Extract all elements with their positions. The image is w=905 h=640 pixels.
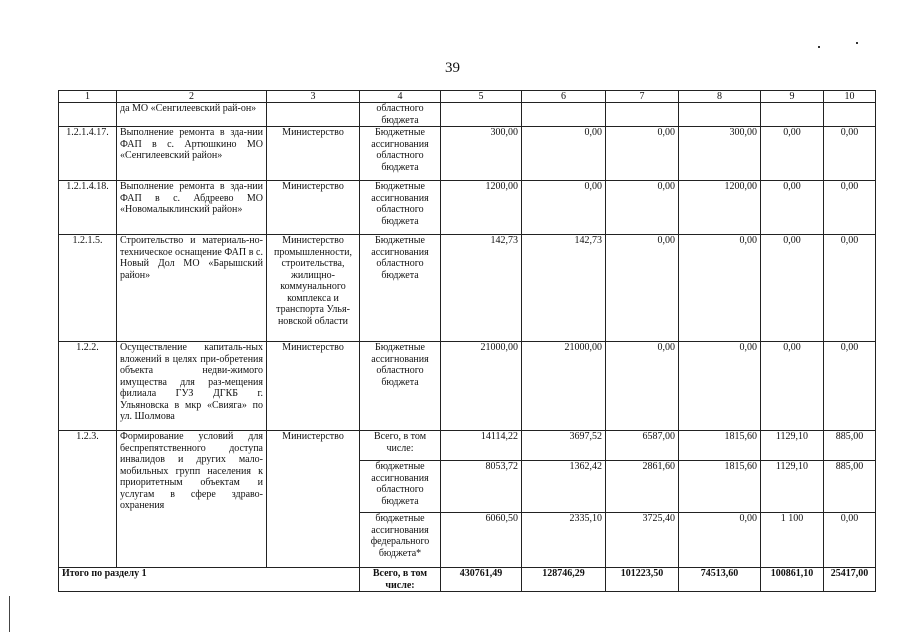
column-number: 4 [360, 91, 441, 103]
amount-cell: 1 100 [761, 513, 824, 568]
total-amount-cell: 25417,00 [824, 568, 876, 592]
total-row [59, 568, 876, 592]
amount-cell: 0,00 [824, 513, 876, 568]
amount-cell: 0,00 [761, 181, 824, 235]
column-number: 2 [117, 91, 267, 103]
funding-source: Бюджетные ассигнования областного бюджета [360, 342, 441, 431]
amount-cell: 0,00 [606, 127, 679, 181]
amount-cell: 0,00 [761, 342, 824, 431]
column-number: 6 [522, 91, 606, 103]
table-header-row [59, 91, 876, 103]
column-number: 7 [606, 91, 679, 103]
measure-name: Выполнение ремонта в зда-нии ФАП в с. Артюшкино МО «Сенгилеевский район» [117, 127, 267, 181]
measure-code: 1.2.1.5. [59, 235, 117, 342]
page-number: 39 [445, 60, 460, 76]
responsible-executor: Министерство [267, 342, 360, 431]
amount-cell [522, 103, 606, 127]
amount-cell: 0,00 [522, 181, 606, 235]
amount-cell: 0,00 [679, 235, 761, 342]
table-row [59, 103, 876, 127]
table-row [59, 235, 876, 342]
funding-source: Бюджетные ассигнования областного бюджета [360, 235, 441, 342]
table-row [59, 431, 876, 461]
amount-cell: 0,00 [606, 342, 679, 431]
amount-cell: 0,00 [824, 181, 876, 235]
amount-cell: 1362,42 [522, 461, 606, 513]
responsible-executor: Министерство [267, 431, 360, 568]
amount-cell: 2335,10 [522, 513, 606, 568]
measure-code: 1.2.1.4.17. [59, 127, 117, 181]
amount-cell [679, 103, 761, 127]
measure-name: Формирование условий для беспрепятственного доступа инвалидов и других мало-мобильных групп населения к приоритетным объектам и услугам в сфере здраво-охранения [117, 431, 267, 568]
amount-cell: 0,00 [606, 235, 679, 342]
scan-speck [818, 46, 820, 48]
amount-cell: 1129,10 [761, 431, 824, 461]
table-row [59, 342, 876, 431]
measure-name: Выполнение ремонта в зда-нии ФАП в с. Абдреево МО «Новомалыклинский район» [117, 181, 267, 235]
amount-cell [761, 103, 824, 127]
responsible-executor: Министерство промышленности, строительства, жилищно-коммунального комплекса и транспорта Улья-новской области [267, 235, 360, 342]
amount-cell: 1815,60 [679, 461, 761, 513]
measure-code: 1.2.3. [59, 431, 117, 568]
total-amount-cell: 101223,50 [606, 568, 679, 592]
measure-name: Осуществление капиталь-ных вложений в целях при-обретения объекта недви-жимого имущества для раз-мещения филиала ГУЗ ДГКБ г. Ульяновска в мкр «Свияга» по ул. Шолмова [117, 342, 267, 431]
amount-cell: 3725,40 [606, 513, 679, 568]
amount-cell: 300,00 [441, 127, 522, 181]
total-amount-cell: 100861,10 [761, 568, 824, 592]
measure-code: 1.2.1.4.18. [59, 181, 117, 235]
amount-cell: 142,73 [441, 235, 522, 342]
column-number: 3 [267, 91, 360, 103]
amount-cell: 21000,00 [522, 342, 606, 431]
amount-cell: 2861,60 [606, 461, 679, 513]
total-amount-cell: 74513,60 [679, 568, 761, 592]
amount-cell: 1200,00 [441, 181, 522, 235]
funding-source: Всего, в том числе: [360, 431, 441, 461]
measure-code: 1.2.2. [59, 342, 117, 431]
column-number: 5 [441, 91, 522, 103]
amount-cell: 1129,10 [761, 461, 824, 513]
amount-cell [606, 103, 679, 127]
amount-cell: 1815,60 [679, 431, 761, 461]
table-row [59, 181, 876, 235]
amount-cell: 885,00 [824, 431, 876, 461]
column-number: 10 [824, 91, 876, 103]
amount-cell: 0,00 [824, 342, 876, 431]
responsible-executor [267, 103, 360, 127]
amount-cell: 3697,52 [522, 431, 606, 461]
scan-margin-line [9, 596, 10, 632]
amount-cell: 21000,00 [441, 342, 522, 431]
amount-cell: 6587,00 [606, 431, 679, 461]
amount-cell: 0,00 [761, 235, 824, 342]
scan-speck [856, 42, 858, 44]
column-number: 1 [59, 91, 117, 103]
total-amount-cell: 128746,29 [522, 568, 606, 592]
funding-source: бюджетные ассигнования областного бюджета [360, 461, 441, 513]
amount-cell: 6060,50 [441, 513, 522, 568]
measure-name: да МО «Сенгилеевский рай-он» [117, 103, 267, 127]
responsible-executor: Министерство [267, 181, 360, 235]
amount-cell: 885,00 [824, 461, 876, 513]
amount-cell: 0,00 [522, 127, 606, 181]
total-label: Итого по разделу 1 [59, 568, 360, 592]
amount-cell [441, 103, 522, 127]
column-number: 8 [679, 91, 761, 103]
amount-cell: 1200,00 [679, 181, 761, 235]
amount-cell: 8053,72 [441, 461, 522, 513]
amount-cell: 0,00 [606, 181, 679, 235]
funding-source: Бюджетные ассигнования областного бюджета [360, 181, 441, 235]
amount-cell: 142,73 [522, 235, 606, 342]
amount-cell: 14114,22 [441, 431, 522, 461]
amount-cell: 0,00 [824, 127, 876, 181]
responsible-executor: Министерство [267, 127, 360, 181]
amount-cell: 0,00 [824, 235, 876, 342]
funding-source: областного бюджета [360, 103, 441, 127]
amount-cell: 0,00 [679, 513, 761, 568]
total-amount-cell: 430761,49 [441, 568, 522, 592]
measure-code [59, 103, 117, 127]
funding-source: бюджетные ассигнования федерального бюджета* [360, 513, 441, 568]
table-row [59, 127, 876, 181]
total-funding-source: Всего, в том числе: [360, 568, 441, 592]
amount-cell: 0,00 [761, 127, 824, 181]
column-number: 9 [761, 91, 824, 103]
amount-cell [824, 103, 876, 127]
budget-table [58, 90, 876, 592]
measure-name: Строительство и материаль-но-техническое оснащение ФАП в с. Новый Дол МО «Барышский район» [117, 235, 267, 342]
funding-source: Бюджетные ассигнования областного бюджета [360, 127, 441, 181]
amount-cell: 0,00 [679, 342, 761, 431]
amount-cell: 300,00 [679, 127, 761, 181]
